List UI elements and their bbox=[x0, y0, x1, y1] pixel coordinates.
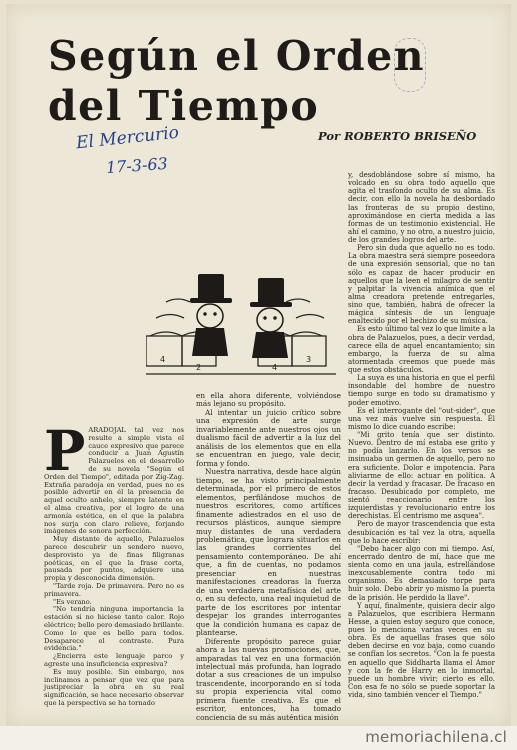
footer-bar bbox=[0, 726, 517, 750]
seat-label: 4 bbox=[272, 363, 278, 372]
paragraph: Muy distante de aquello, Palazuelos parece descubrir un sendero nuevo, desprovisto ya de finas filigranas poéticas, en el que la frase corta, pausada por puntos, adquiere una propia y desconocida dimensión. bbox=[44, 535, 184, 583]
article-title-line-2: del Tiempo bbox=[48, 82, 320, 130]
paragraph: Diferente propósito parece guiar ahora a las nuevas promociones, que, amparadas tal vez en una formación intelectual más profunda, han logrado dotar a sus creaciones de un impulso trascendente, incorporando en sí toda su propia experiencia vital como primera fuente creativa. Es que el escritor, entonces, ha tomado conciencia de su más auténtica misión bbox=[196, 636, 341, 722]
paragraph: en ella ahora diferente, volviéndose más lejano su propósito. bbox=[196, 391, 341, 409]
paragraph: Es esto último tal vez lo que limite a la obra de Palazuelos, pues, a decir verdad, carece ella de aquel encantamiento; sin embargo, la fuerza de su alma atormentada creemos que puede más que estos obstáculos. bbox=[348, 325, 495, 374]
paragraph: ¿Encierra este lenguaje parco y agreste una insuficiencia expresiva? bbox=[44, 652, 184, 668]
byline: Por ROBERTO BRISEÑO bbox=[318, 129, 477, 143]
article-column-1 bbox=[44, 418, 184, 708]
paragraph: Es muy posible. Sin embargo, nos inclinamos a pensar que vez que para justipreciar la obra en su real significación, se hace necesario observar que la perspectiva se ha tornado bbox=[44, 667, 184, 707]
paragraph: Al intentar un juicio crítico sobre una expresión de arte surge invariablemente ante nuestros ojos un dualismo fácil de advertir a la luz del análisis de los elementos que en ella se encuentran en juego, vale decir, forma y fondo. bbox=[196, 407, 341, 468]
quote-paragraph: "Debo hacer algo con mi tiempo. Así, encerrado dentro de mí, hace que me sienta como en una jaula, estrellándose inexcusablemente contra todo mi organismo. Es demasiado torpe para huir solo. Debo abrir yo mismo la puerta de la prisión. He perdido la llave". bbox=[348, 544, 495, 602]
first-paragraph: PARADOJAL tal vez nos resulte a simple vista el cauce expresivo que parece conducir a Juan Agustín Palazuelos en el desarrollo de su novela "Según el Orden del Tiempo", editada por Zig-Zag. Extraña paradoja en verdad, pues no es posible advertir en él la presencia de aquel oculto anhelo, siempre latente en el alma creativa, por el logro de una armonía estética, en el que la palabra nos surja con claro relieve, forjando imágenes de sonora perfección. bbox=[44, 418, 184, 536]
memoriachilena-logo: memoriachilena.cl bbox=[365, 728, 507, 746]
handwritten-source: El Mercurio bbox=[75, 122, 180, 154]
quote-paragraph: "No tendría ninguna importancia la estación si no hiciese tanto calor. Rojo eléctrico; bello pero demasiado brillante. Como lo que es bello para todos. Desaparece el contraste. Pura evidencia." bbox=[44, 605, 184, 653]
handwritten-date: 17-3-63 bbox=[105, 153, 169, 178]
paragraph: y, desdoblándose sobre sí mismo, ha volcado en su obra todo aquello que agita el trasfondo oculto de su alma. Es decir, con ello la novela ha desbordado las fronteras de su propio destino, aproximándose en cierta medida a las formas de un testimonio existencial. He ahí el camino, y no otro, a nuestro juicio, de los grandes logros del arte. bbox=[348, 171, 495, 244]
article-title-line-1: Según el Orden bbox=[48, 32, 426, 80]
seat-label: 4 bbox=[160, 355, 166, 364]
drop-cap: P bbox=[44, 418, 86, 483]
article-column-2 bbox=[196, 392, 341, 722]
theater-illustration bbox=[146, 266, 336, 386]
paragraph: La suya es una historia en que el perfil insondable del hombre de nuestro tiempo surge en todo su dramatismo y poder emotivo. bbox=[348, 374, 495, 407]
quote-paragraph: "Tarde roja. De primavera. Pero no es primavera. bbox=[44, 581, 184, 598]
paragraph: Pero de mayor trascendencia que esta desubicación es tal vez la otra, aquella que lo hace escribir: bbox=[348, 520, 495, 545]
paragraph: Y aquí, finalmente, quisiera decir algo a Palazuelos, que escribiera Hermann Hesse, a quien estoy seguro que conoce, pues lo menciona varias veces en su obra. Es de aquellas frases que sólo deben decirse en voz baja, como cuando se confían los secretos. "Con la fe puesta en aquello que Siddharta llama el Amor y con la fe de Harry en lo inmortal, puede un hombre vivir; cierto es ello. Con esa fe no sólo se puede soportar la vida, sino también vencer el Tiempo." bbox=[348, 601, 495, 699]
newspaper-clipping bbox=[6, 4, 511, 726]
paragraph: Nuestra narrativa, desde hace algún tiempo, se ha visto principalmente determinada, por el primero de estos elementos, perfilándose muchos de nuestros escritores, como artífices finamente adiestrados en el uso de recursos plásticos, aunque siempre muy distantes de una verdadera problemática, que lograra situarlos en las grandes corrientes del pensamiento contemporáneo. De ahí que, a fin de cuentas, no podamos presenciar en nuestras manifestaciones creadoras la fuerza de una verdadera metafísica del arte o, en su defecto, una real inquietud de parte de los escritores por intentar despejar los grandes interrogantes que la condición humana es capaz de plantearse. bbox=[196, 467, 341, 638]
article-column-3 bbox=[348, 171, 495, 699]
seat-label: 2 bbox=[196, 363, 202, 372]
paragraph: Es el interrogante del "out-sider", que una vez más vuelve sin respuesta. Él mismo lo dice cuando escribe: bbox=[348, 406, 495, 431]
seat-label: 3 bbox=[306, 355, 312, 364]
quote-paragraph: "Es verano. bbox=[53, 597, 92, 606]
quote-paragraph: "Mi grito tenía que ser distinto. Nuevo. Dentro de mí estaba ese grito y no podía lanzarlo. En los versos se insinuaba un germen de aquello, pero no era suficiente. Dolor e impotencia. Para aliviarme de ello: actuar en política. A decir la verdad y fracasar. De fracaso en fracaso. Desubicado por completo, me sientó reaccionario entre los izquierdistas y revolucionario entre los derechistas. El centrismo me asquea". bbox=[348, 431, 495, 521]
paragraph: Pero sin duda que aquello no es todo. La obra maestra será siempre poseedora de una expresión sensorial, que no tan sólo es capaz de hacer producir en aquellos que la leen el milagro de sentir y palpitar la vivencia anímica que el alma creadora pretende entregarles, sino que, también, habrá de ofrecer la mágica síntesis de un lenguaje enaltecido por el hechizo de su música. bbox=[348, 244, 495, 326]
